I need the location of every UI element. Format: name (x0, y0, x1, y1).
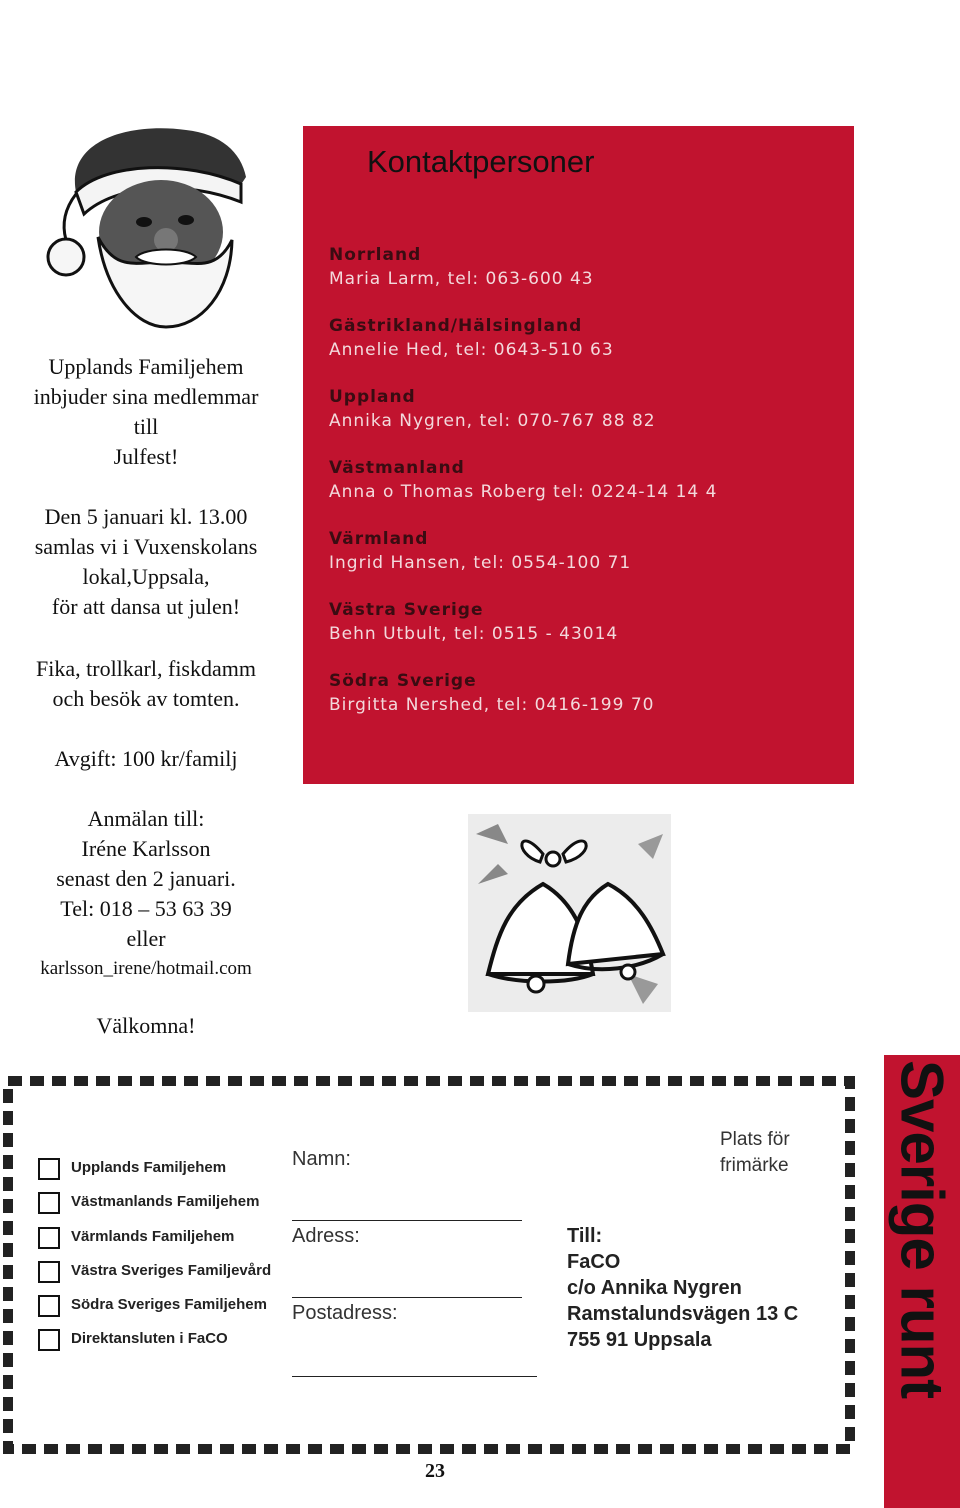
contact-region: Södra Sverige (329, 671, 477, 691)
option-label: Västmanlands Familjehem (71, 1193, 260, 1210)
invitation-text (10, 352, 282, 472)
stamp-line: frimärke (720, 1155, 789, 1176)
option-label: Västra Sveriges Familjevård (71, 1262, 272, 1279)
address-line-text: FaCO (567, 1251, 621, 1273)
signup-info (10, 804, 282, 984)
signup-line: Anmälan till: (87, 806, 205, 831)
signup-line: Iréne Karlsson (81, 836, 211, 861)
contact-region: Västmanland (329, 458, 465, 478)
invite-line: inbjuder sina medlemmar (33, 384, 259, 409)
address-line-text: 755 91 Uppsala (567, 1329, 712, 1351)
santa-illustration (36, 122, 256, 336)
option-label: Upplands Familjehem (71, 1159, 227, 1176)
option-checkbox[interactable] (38, 1295, 60, 1317)
recipient-address (567, 1223, 798, 1353)
contact-person: Annika Nygren, tel: 070-767 88 82 (329, 411, 656, 431)
contact-item (329, 669, 654, 717)
contact-item (329, 527, 631, 575)
contact-item (329, 243, 594, 291)
option-checkbox[interactable] (38, 1158, 60, 1180)
postal-label: Postadress: (292, 1302, 398, 1324)
contacts-title: Kontaktpersoner (367, 144, 595, 179)
address-line-text: Till: (567, 1225, 603, 1247)
event-program (10, 654, 282, 714)
welcome-text: Välkomna! (96, 1013, 196, 1038)
contact-person: Anna o Thomas Roberg tel: 0224-14 14 4 (329, 482, 718, 502)
option-checkbox[interactable] (38, 1192, 60, 1214)
program-line: Fika, trollkarl, fiskdamm (36, 656, 256, 681)
stamp-placeholder (720, 1127, 790, 1179)
address-line-text: Ramstalundsvägen 13 C (567, 1303, 799, 1325)
option-label: Värmlands Familjehem (71, 1228, 235, 1245)
signup-line: eller (126, 926, 166, 951)
option-checkbox[interactable] (38, 1227, 60, 1249)
name-label: Namn: (292, 1148, 351, 1170)
details-line: för att dansa ut julen! (51, 594, 241, 619)
option-checkbox[interactable] (38, 1261, 60, 1283)
contact-item (329, 385, 656, 433)
contact-person: Ingrid Hansen, tel: 0554-100 71 (329, 553, 632, 573)
signup-line: senast den 2 januari. (56, 866, 236, 891)
name-line[interactable] (292, 1220, 522, 1221)
option-label: Direktansluten i FaCO (71, 1330, 228, 1347)
contact-person: Maria Larm, tel: 063-600 43 (329, 269, 594, 289)
page-number: 23 (425, 1460, 445, 1482)
contact-region: Värmland (329, 529, 429, 549)
details-line: lokal,Uppsala, (82, 564, 210, 589)
invite-line: till (133, 414, 159, 439)
contact-item (329, 598, 618, 646)
event-details (10, 502, 282, 622)
address-line[interactable] (292, 1297, 522, 1298)
address-label: Adress: (292, 1225, 360, 1247)
invite-line: Upplands Familjehem (48, 354, 244, 379)
event-fee: Avgift: 100 kr/familj (54, 746, 238, 771)
section-title: Sverige runt (888, 1060, 956, 1399)
bells-illustration (468, 814, 671, 1012)
contact-region: Norrland (329, 245, 422, 265)
details-line: Den 5 januari kl. 13.00 (44, 504, 248, 529)
contact-person: Annelie Hed, tel: 0643-510 63 (329, 340, 614, 360)
postal-line[interactable] (292, 1376, 537, 1377)
side-strip-top (884, 0, 960, 1055)
signup-email: karlsson_irene/hotmail.com (40, 958, 252, 979)
program-line: och besök av tomten. (52, 686, 240, 711)
address-line-text: c/o Annika Nygren (567, 1277, 742, 1299)
stamp-line: Plats för (720, 1129, 790, 1150)
signup-line: Tel: 018 – 53 63 39 (60, 896, 232, 921)
details-line: samlas vi i Vuxenskolans (34, 534, 258, 559)
option-label: Södra Sveriges Familjehem (71, 1296, 267, 1313)
contact-region: Uppland (329, 387, 416, 407)
contact-person: Birgitta Nershed, tel: 0416-199 70 (329, 695, 655, 715)
contact-region: Gästrikland/Hälsingland (329, 316, 583, 336)
invite-line: Julfest! (113, 444, 179, 469)
option-checkbox[interactable] (38, 1329, 60, 1351)
contact-item (329, 314, 614, 362)
contact-person: Behn Utbult, tel: 0515 - 43014 (329, 624, 619, 644)
contact-region: Västra Sverige (329, 600, 484, 620)
contact-item (329, 456, 717, 504)
